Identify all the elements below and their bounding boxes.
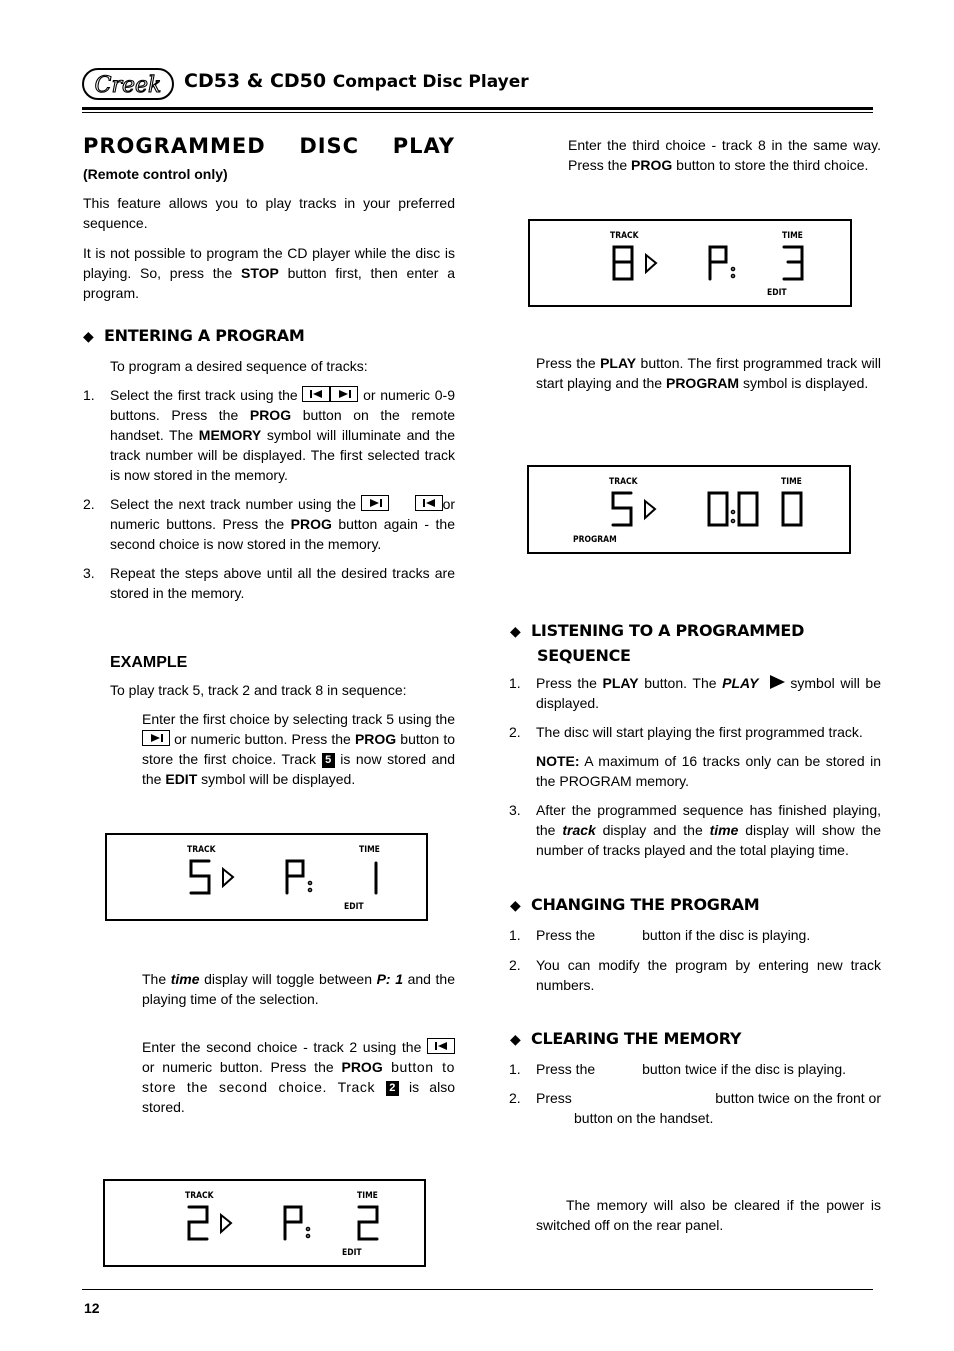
next-track-icon bbox=[361, 495, 389, 511]
page-number: 12 bbox=[84, 1300, 100, 1316]
segment-digits bbox=[107, 835, 426, 919]
previous-track-icon bbox=[415, 495, 443, 511]
entering-step-2: 2. Select the next track number using the or numeric buttons. Press the PROG button again - the second choice is now stored in the memory. bbox=[83, 496, 456, 552]
previous-track-icon bbox=[427, 1038, 455, 1054]
listening-step-2: 2. The disc will start playing the first programmed track. bbox=[509, 724, 863, 740]
section-title: PROGRAMMED DISC PLAY bbox=[83, 134, 455, 158]
lcd-display-4: TRACK TIME PROGRAM bbox=[527, 465, 851, 554]
entering-lead: To program a desired sequence of tracks: bbox=[110, 358, 368, 374]
lcd-display-2: TRACK TIME EDIT bbox=[103, 1179, 426, 1267]
creek-logo bbox=[82, 68, 174, 100]
heading-changing-program: ◆ CHANGING THE PROGRAM bbox=[510, 895, 760, 914]
example-lead: To play track 5, track 2 and track 8 in sequence: bbox=[110, 682, 407, 698]
listening-step-3: 3. After the programmed sequence has finished playing, the track display and the time display will show the number of tracks played and the total playing time. bbox=[509, 802, 881, 858]
remote-note: (Remote control only) bbox=[83, 166, 228, 182]
lcd-display-1: TRACK TIME EDIT bbox=[105, 833, 428, 921]
clearing-power-note: The memory will also be cleared if the power is switched off on the rear panel. bbox=[536, 1197, 881, 1233]
clearing-step-2: 2. Press button twice on the front or button on the handset. bbox=[509, 1090, 881, 1126]
heading-clearing-memory: ◆ CLEARING THE MEMORY bbox=[510, 1029, 742, 1048]
footer-rule bbox=[82, 1289, 873, 1290]
play-arrow-icon bbox=[770, 675, 785, 689]
heading-listening: ◆ LISTENING TO A PROGRAMMED SEQUENCE bbox=[510, 621, 805, 665]
segment-digits bbox=[105, 1181, 424, 1265]
header-rule bbox=[82, 107, 873, 110]
changing-step-2: 2. You can modify the program by entering new track numbers. bbox=[509, 957, 881, 993]
listening-step-1: 1. Press the PLAY button. The PLAY symbol will be displayed. bbox=[509, 675, 882, 711]
intro-paragraph-2: It is not possible to program the CD player while the disc is playing. So, press the STOP button first, then enter a program. bbox=[83, 245, 455, 301]
example-second-choice: Enter the second choice - track 2 using the or numeric button. Press the PROG button to store the second choice. Track 2 is also stored. bbox=[142, 1039, 455, 1115]
next-track-icon bbox=[142, 730, 170, 746]
example-first-choice: Enter the first choice by selecting track 5 using the or numeric button. Press the PROG button to store the first choice. Track 5 is now stored and the EDIT symbol will be displayed. bbox=[142, 711, 456, 787]
example-press-play: Press the PLAY button. The first programmed track will start playing and the PROGRAM symbol is displayed. bbox=[536, 355, 881, 391]
example-toggle-note: The time display will toggle between P: 1 and the playing time of the selection. bbox=[142, 971, 455, 1007]
document-title: CD53 & CD50 Compact Disc Player bbox=[184, 70, 529, 92]
track-number-badge: 2 bbox=[386, 1081, 399, 1096]
listening-note: NOTE: A maximum of 16 tracks only can be stored in the PROGRAM memory. bbox=[536, 753, 881, 789]
example-third-choice: Enter the third choice - track 8 in the same way. Press the PROG button to store the third choice. bbox=[568, 137, 881, 173]
diamond-bullet-icon: ◆ bbox=[83, 329, 94, 345]
changing-step-1: 1. Press the button if the disc is playing. bbox=[509, 927, 811, 943]
entering-step-1: 1. Select the first track using the or numeric 0-9 buttons. Press the PROG button on the remote handset. The MEMORY symbol will illuminate and the track number will be displayed. The first selected track is now stored in the memory. bbox=[83, 387, 456, 483]
track-number-badge: 5 bbox=[322, 753, 335, 768]
diamond-bullet-icon: ◆ bbox=[510, 624, 521, 640]
segment-digits bbox=[530, 221, 850, 305]
next-track-icon bbox=[330, 386, 358, 402]
example-heading: EXAMPLE bbox=[110, 654, 188, 671]
diamond-bullet-icon: ◆ bbox=[510, 1032, 521, 1048]
clearing-step-1: 1. Press the button twice if the disc is playing. bbox=[509, 1061, 847, 1077]
heading-entering-program: ◆ ENTERING A PROGRAM bbox=[83, 326, 305, 345]
svg-text:Creek: Creek bbox=[94, 73, 162, 98]
lcd-display-3: TRACK TIME EDIT bbox=[528, 219, 852, 307]
segment-digits bbox=[529, 467, 849, 552]
diamond-bullet-icon: ◆ bbox=[510, 898, 521, 914]
header-rule-thin bbox=[82, 112, 873, 113]
entering-step-3: 3. Repeat the steps above until all the desired tracks are stored in the memory. bbox=[83, 565, 455, 601]
previous-track-icon bbox=[302, 386, 330, 402]
intro-paragraph: This feature allows you to play tracks in your preferred sequence. bbox=[83, 195, 455, 231]
